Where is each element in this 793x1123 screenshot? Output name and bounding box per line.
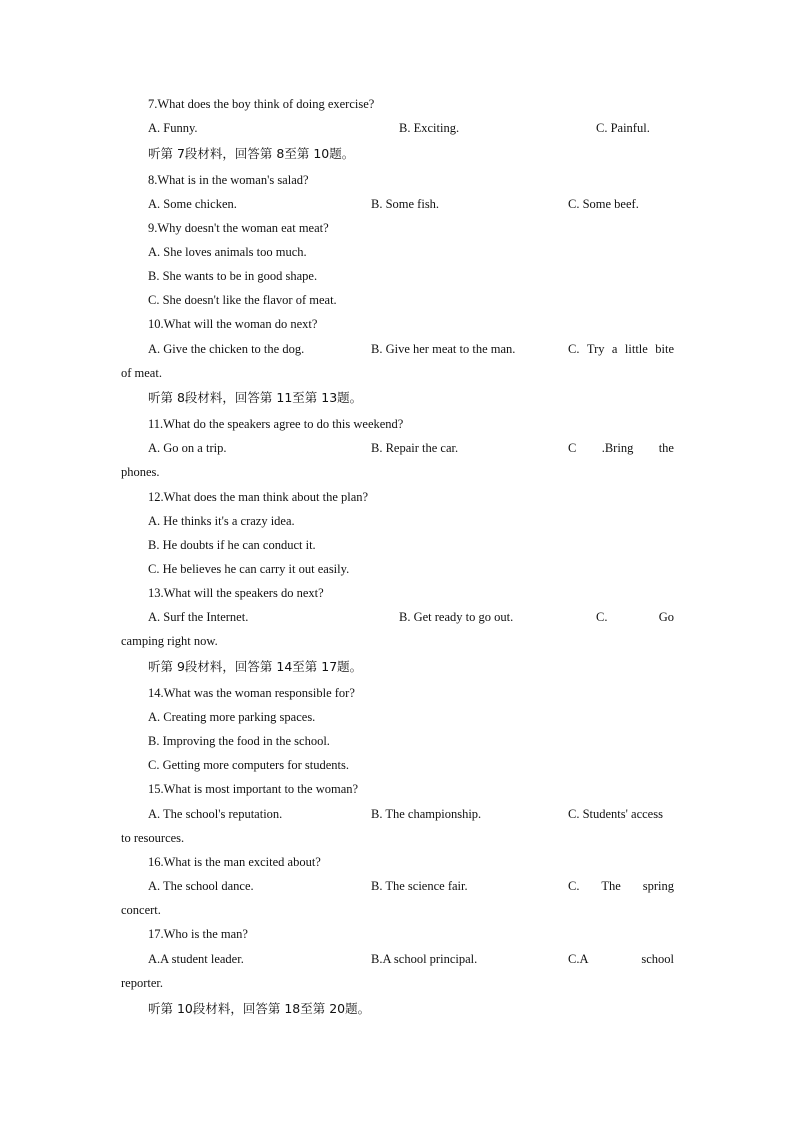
option-c-word: Try: [586, 342, 605, 356]
question-12-option-a: A. He thinks it's a crazy idea.: [148, 514, 295, 528]
option-c-word: The: [601, 879, 621, 893]
question-10-option-c-continued: of meat.: [121, 366, 162, 380]
question-17-option-c-continued: reporter.: [121, 976, 163, 990]
option-b: B. Some fish.: [371, 197, 440, 211]
option-c: C. Some beef.: [568, 197, 639, 211]
option-c-word: C.: [568, 342, 580, 356]
question-12-stem: 12.What does the man think about the plan?: [148, 490, 369, 504]
option-c-word: the: [658, 441, 674, 455]
option-c-word: school: [641, 952, 674, 966]
option-c: C. Students' access: [568, 807, 663, 821]
question-14-option-b: B. Improving the food in the school.: [148, 734, 330, 748]
question-15-stem: 15.What is most important to the woman?: [148, 782, 359, 796]
option-c: [568, 878, 674, 894]
option-c: C. Painful.: [596, 121, 650, 135]
question-16-stem: 16.What is the man excited about?: [148, 855, 321, 869]
question-9-stem: 9.Why doesn't the woman eat meat?: [148, 221, 329, 235]
question-9-option-c: C. She doesn't like the flavor of meat.: [148, 293, 337, 307]
question-15-option-c-continued: to resources.: [121, 831, 185, 845]
option-c: [596, 609, 674, 625]
question-14-option-c: C. Getting more computers for students.: [148, 758, 350, 772]
question-11-stem: 11.What do the speakers agree to do this weekend?: [148, 417, 404, 431]
option-a: A. Funny.: [148, 121, 198, 135]
option-b: B. The championship.: [371, 807, 482, 821]
question-16-option-c-continued: concert.: [121, 903, 161, 917]
question-9-option-b: B. She wants to be in good shape.: [148, 269, 318, 283]
option-c: [568, 951, 674, 967]
option-b: B. Repair the car.: [371, 441, 459, 455]
option-c-word: bite: [655, 342, 674, 356]
question-12-option-c: C. He believes he can carry it out easily.: [148, 562, 350, 576]
option-b: B. Give her meat to the man.: [371, 342, 516, 356]
question-9-option-a: A. She loves animals too much.: [148, 245, 307, 259]
question-13-stem: 13.What will the speakers do next?: [148, 586, 324, 600]
option-b: B. Exciting.: [399, 121, 460, 135]
section-heading-9: 听第 9段材料，回答第 14至第 17题。: [148, 659, 363, 674]
option-c-word: C.A: [568, 952, 589, 966]
question-14-option-a: A. Creating more parking spaces.: [148, 710, 316, 724]
question-17-stem: 17.Who is the man?: [148, 927, 248, 941]
option-a: A. Go on a trip.: [148, 441, 227, 455]
option-a: A. Some chicken.: [148, 197, 237, 211]
option-a: A. Surf the Internet.: [148, 610, 249, 624]
option-c: [568, 440, 674, 456]
option-b: B. Get ready to go out.: [399, 610, 514, 624]
option-c-word: C.: [568, 879, 580, 893]
option-c-word: .Bring: [601, 441, 634, 455]
option-c-word: a: [611, 342, 618, 356]
question-12-option-b: B. He doubts if he can conduct it.: [148, 538, 316, 552]
question-10-stem: 10.What will the woman do next?: [148, 317, 318, 331]
section-heading-10: 听第 10段材料，回答第 18至第 20题。: [148, 1001, 371, 1016]
option-c-word: little: [624, 342, 648, 356]
option-b: B.A school principal.: [371, 952, 478, 966]
question-7-stem: 7.What does the boy think of doing exercise?: [148, 97, 375, 111]
question-14-stem: 14.What was the woman responsible for?: [148, 686, 355, 700]
question-8-stem: 8.What is in the woman's salad?: [148, 173, 309, 187]
option-c-word: C.: [596, 610, 608, 624]
option-c: [568, 341, 674, 357]
option-a: A.A student leader.: [148, 952, 244, 966]
section-heading-8: 听第 8段材料，回答第 11至第 13题。: [148, 390, 363, 405]
section-heading-7: 听第 7段材料，回答第 8至第 10题。: [148, 146, 355, 161]
option-c-word: C: [568, 441, 577, 455]
question-13-option-c-continued: camping right now.: [121, 634, 218, 648]
option-c-word: Go: [658, 610, 674, 624]
option-a: A. Give the chicken to the dog.: [148, 342, 305, 356]
question-11-option-c-continued: phones.: [121, 465, 160, 479]
option-b: B. The science fair.: [371, 879, 468, 893]
option-a: A. The school dance.: [148, 879, 254, 893]
option-c-word: spring: [642, 879, 674, 893]
option-a: A. The school's reputation.: [148, 807, 283, 821]
